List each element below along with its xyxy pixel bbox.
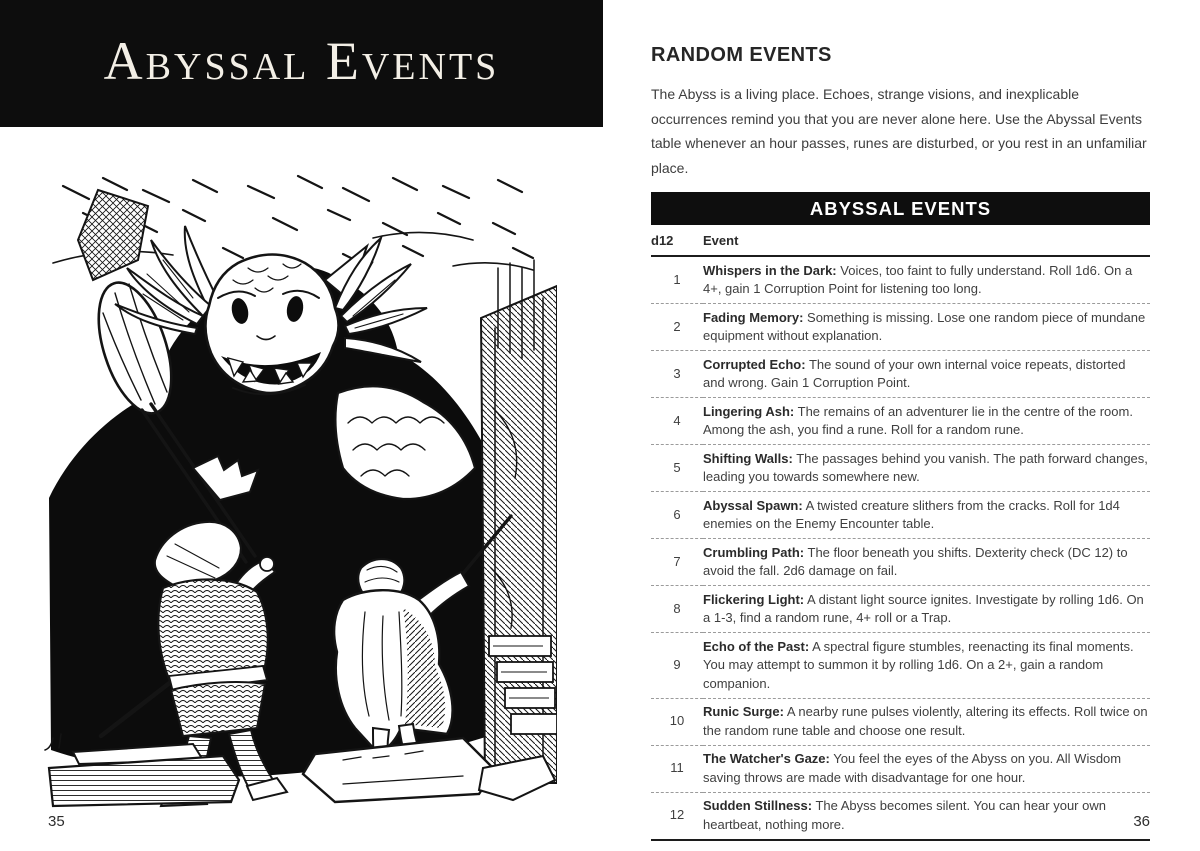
event-description: A spectral figure stumbles, reenacting its final moments. You may attempt to summon it by rolling 1d6. On a 2+, gain a random companion. bbox=[703, 638, 1134, 691]
roll-value: 4 bbox=[651, 398, 703, 445]
table-row bbox=[651, 539, 1150, 586]
chapter-title: Abyssal Events bbox=[103, 30, 500, 91]
event-description: The floor beneath you shifts. Dexterity check (DC 12) to avoid the fall. 2d6 damage on fail. bbox=[703, 544, 1128, 578]
event-name: Shifting Walls: bbox=[703, 450, 793, 466]
event-name: Runic Surge: bbox=[703, 704, 784, 719]
column-header-event: Event bbox=[703, 225, 1150, 256]
event-name: Flickering Light: bbox=[703, 591, 805, 607]
events-table bbox=[651, 225, 1150, 841]
event-cell bbox=[703, 304, 1150, 351]
table-row bbox=[651, 492, 1150, 539]
roll-value: 6 bbox=[651, 492, 703, 539]
event-name: Abyssal Spawn: bbox=[703, 497, 803, 513]
roll-value: 12 bbox=[651, 792, 703, 840]
table-row bbox=[651, 304, 1150, 351]
events-table-title: ABYSSAL EVENTS bbox=[809, 197, 992, 219]
roll-value: 3 bbox=[651, 351, 703, 398]
roll-value: 10 bbox=[651, 698, 703, 745]
event-name: Sudden Stillness: bbox=[703, 798, 813, 813]
events-table-body bbox=[651, 256, 1150, 840]
column-header-d12: d12 bbox=[651, 225, 703, 256]
right-page-content bbox=[651, 0, 1150, 841]
events-table-header bbox=[651, 225, 1150, 256]
event-cell bbox=[703, 445, 1150, 492]
event-cell bbox=[703, 539, 1150, 586]
event-name: Crumbling Path: bbox=[703, 544, 805, 560]
event-cell bbox=[703, 698, 1150, 745]
event-cell bbox=[703, 586, 1150, 633]
event-cell bbox=[703, 633, 1150, 699]
cave-dragon-illustration bbox=[43, 168, 557, 808]
roll-value: 9 bbox=[651, 633, 703, 699]
event-name: Fading Memory: bbox=[703, 309, 804, 325]
page-number-left: 35 bbox=[48, 813, 65, 830]
right-page bbox=[600, 0, 1200, 851]
table-row bbox=[651, 256, 1150, 304]
roll-value: 5 bbox=[651, 445, 703, 492]
event-cell bbox=[703, 792, 1150, 840]
event-name: The Watcher's Gaze: bbox=[703, 751, 830, 766]
event-description: A nearby rune pulses violently, altering its effects. Roll twice on the random rune table and choose one result. bbox=[703, 704, 1148, 738]
table-row bbox=[651, 351, 1150, 398]
event-cell bbox=[703, 492, 1150, 539]
rock-formation bbox=[78, 190, 148, 280]
event-description: Something is missing. Lose one random piece of mundane equipment without explanation. bbox=[703, 309, 1146, 343]
dwarf-skirt bbox=[171, 682, 265, 736]
chapter-banner bbox=[0, 0, 603, 127]
event-description: A distant light source ignites. Investigate by rolling 1d6. On a 1-3, find a random rune, 4+ roll or a Trap. bbox=[703, 591, 1144, 625]
table-row bbox=[651, 586, 1150, 633]
roll-value: 2 bbox=[651, 304, 703, 351]
roll-value: 8 bbox=[651, 586, 703, 633]
event-name: Lingering Ash: bbox=[703, 403, 795, 419]
event-description: You feel the eyes of the Abyss on you. All Wisdom saving throws are made with disadvantage for one hour. bbox=[703, 751, 1122, 785]
event-cell bbox=[703, 398, 1150, 445]
table-row bbox=[651, 633, 1150, 699]
event-name: Echo of the Past: bbox=[703, 638, 810, 654]
event-cell bbox=[703, 256, 1150, 304]
table-row bbox=[651, 445, 1150, 492]
intro-paragraph: The Abyss is a living place. Echoes, strange visions, and inexplicable occurrences remind you that you are never alone here. Use the Abyssal Events table whenever an hour passes, runes are disturbed, or you rest in an unfamiliar place. bbox=[651, 86, 1147, 176]
event-description: The sound of your own internal voice repeats, distorted and wrong. Gain 1 Corruption Point. bbox=[703, 356, 1126, 390]
events-table-title-bar bbox=[651, 192, 1150, 225]
roll-value: 11 bbox=[651, 745, 703, 792]
table-row bbox=[651, 792, 1150, 840]
event-description: The passages behind you vanish. The path forward changes, leading you towards somewhere new. bbox=[703, 450, 1148, 484]
roll-value: 7 bbox=[651, 539, 703, 586]
section-heading: RANDOM EVENTS bbox=[651, 44, 832, 66]
event-cell bbox=[703, 351, 1150, 398]
table-row bbox=[651, 398, 1150, 445]
table-row bbox=[651, 745, 1150, 792]
event-name: Corrupted Echo: bbox=[703, 356, 806, 372]
event-description: Voices, too faint to fully understand. Roll 1d6. On a 4+, gain 1 Corruption Point for listening too long. bbox=[703, 262, 1133, 296]
event-cell bbox=[703, 745, 1150, 792]
event-name: Whispers in the Dark: bbox=[703, 262, 837, 278]
table-row bbox=[651, 698, 1150, 745]
event-description: A twisted creature slithers from the cracks. Roll for 1d4 enemies on the Enemy Encounter table. bbox=[703, 497, 1120, 531]
roll-value: 1 bbox=[651, 256, 703, 304]
page-number-right: 36 bbox=[1133, 813, 1150, 830]
event-description: The Abyss becomes silent. You can hear your own heartbeat, nothing more. bbox=[703, 798, 1106, 832]
event-description: The remains of an adventurer lie in the centre of the room. Among the ash, you find a rune. Roll for a random rune. bbox=[703, 403, 1133, 437]
